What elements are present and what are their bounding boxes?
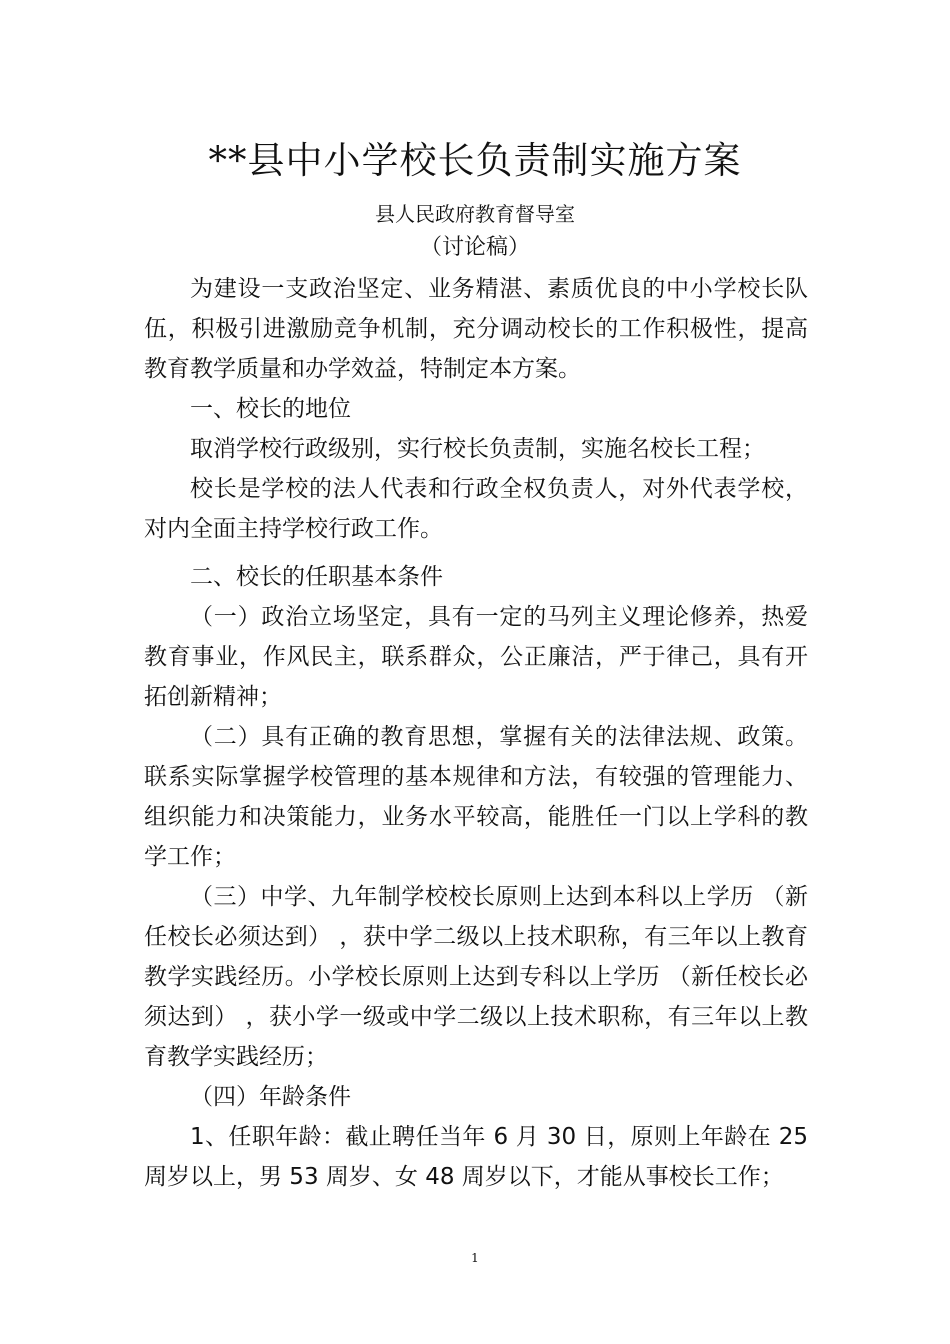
paragraph: （二）具有正确的教育思想，掌握有关的法律法规、政策。联系实际掌握学校管理的基本规律和方法，有较强的管理能力、组织能力和决策能力，业务水平较高，能胜任一门以上学科的教学工作； bbox=[144, 724, 808, 870]
section-heading-1: 一、校长的地位 bbox=[190, 396, 351, 422]
document-title: **县中小学校长负责制实施方案 bbox=[208, 139, 742, 182]
sub-heading: （四）年龄条件 bbox=[190, 1084, 351, 1110]
paragraph: （一）政治立场坚定，具有一定的马列主义理论修养，热爱教育事业，作风民主，联系群众，公正廉洁，严于律己，具有开拓创新精神； bbox=[144, 604, 808, 710]
draft-label: （讨论稿） bbox=[419, 235, 530, 260]
section-heading-2: 二、校长的任职基本条件 bbox=[190, 564, 443, 590]
intro-paragraph: 为建设一支政治坚定、业务精湛、素质优良的中小学校长队伍，积极引进激励竞争机制，充分调动校长的工作积极性，提高教育教学质量和办学效益，特制定本方案。 bbox=[144, 276, 808, 382]
document-body bbox=[144, 269, 808, 1197]
page-number: 1 bbox=[471, 1251, 479, 1265]
paragraph: 1、任职年龄：截止聘任当年 6 月 30 日，原则上年龄在 25 周岁以上，男 53 周岁、女 48 周岁以下，才能从事校长工作； bbox=[144, 1124, 808, 1190]
issuing-office: 县人民政府教育督导室 bbox=[375, 202, 575, 226]
paragraph: （三）中学、九年制学校校长原则上达到本科以上学历 （新任校长必须达到） ，获中学二级以上技术职称，有三年以上教育教学实践经历。小学校长原则上达到专科以上学历 （新任校长必须达到） ，获小学一级或中学二级以上技术职称，有三年以上教育教学实践经历； bbox=[144, 884, 808, 1070]
paragraph: 校长是学校的法人代表和行政全权负责人，对外代表学校，对内全面主持学校行政工作。 bbox=[144, 476, 808, 542]
paragraph: 取消学校行政级别，实行校长负责制，实施名校长工程； bbox=[190, 436, 765, 462]
